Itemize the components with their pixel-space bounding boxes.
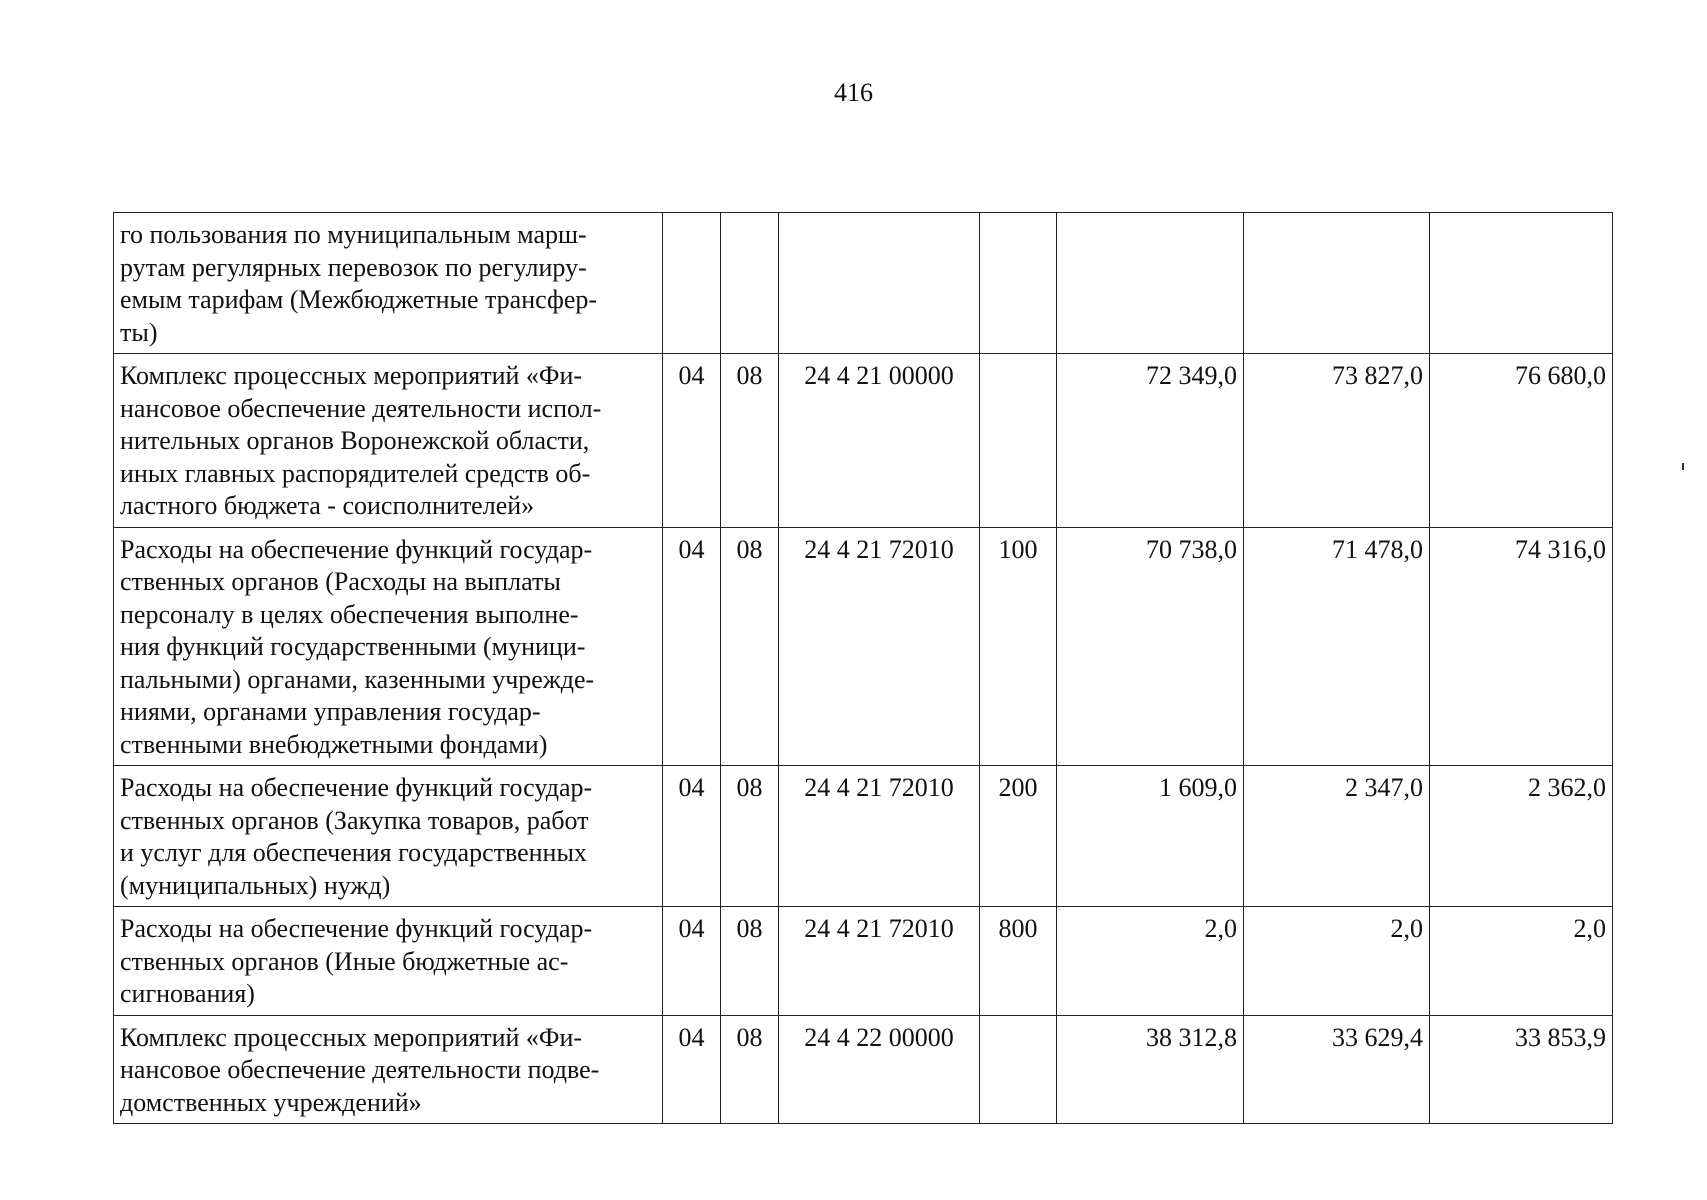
section-code-cell: 04 (663, 1015, 721, 1124)
amount-year2-cell: 73 827,0 (1244, 354, 1430, 528)
amount-year1-cell: 1 609,0 (1057, 766, 1244, 907)
section-code-cell: 04 (663, 354, 721, 528)
section-code-cell: 04 (663, 766, 721, 907)
item-name-line: го пользования по муниципальным марш- (120, 220, 587, 249)
expense-type-cell: 100 (980, 527, 1057, 766)
subsection-code-cell: 08 (721, 1015, 779, 1124)
amount-year2-cell (1244, 213, 1430, 354)
subsection-code-cell: 08 (721, 766, 779, 907)
item-name-line: Комплекс процессных мероприятий «Фи- (120, 361, 583, 390)
item-name-cell (114, 766, 663, 907)
item-name-line: ты) (120, 317, 158, 347)
item-name-line: ственных органов (Иные бюджетные ас- (120, 946, 569, 976)
amount-year3-cell: 2 362,0 (1430, 766, 1613, 907)
amount-year3-cell (1430, 213, 1613, 354)
item-name-line: нансовое обеспечение деятельности подве- (120, 1055, 600, 1084)
budget-table-body (114, 213, 1613, 1124)
target-article-cell: 24 4 21 72010 (779, 766, 980, 907)
target-article-cell: 24 4 21 00000 (779, 354, 980, 528)
amount-year3-cell: 76 680,0 (1430, 354, 1613, 528)
page-number: 416 (834, 78, 873, 107)
item-name-line: Расходы на обеспечение функций государ- (120, 773, 593, 802)
item-name-cell (114, 907, 663, 1016)
item-name-line: Расходы на обеспечение функций государ- (120, 534, 593, 564)
amount-year2-cell: 71 478,0 (1244, 527, 1430, 766)
section-code-cell: 04 (663, 907, 721, 1016)
amount-year3-cell: 2,0 (1430, 907, 1613, 1016)
item-name-line: Расходы на обеспечение функций государ- (120, 914, 593, 943)
table-row (114, 766, 1613, 907)
expense-type-cell (980, 354, 1057, 528)
item-name-line: (муниципальных) нужд) (120, 870, 391, 900)
table-row (114, 354, 1613, 528)
amount-year1-cell: 70 738,0 (1057, 527, 1244, 766)
subsection-code-cell: 08 (721, 527, 779, 766)
item-name-line: нансовое обеспечение деятельности испол- (120, 393, 602, 423)
item-name-line: нительных органов Воронежской области, (120, 426, 590, 455)
amount-year1-cell: 38 312,8 (1057, 1015, 1244, 1124)
item-name-line: ластного бюджета - соисполнителей» (120, 491, 535, 520)
amount-year1-cell (1057, 213, 1244, 354)
table-row (114, 907, 1613, 1016)
amount-year2-cell: 2 347,0 (1244, 766, 1430, 907)
amount-year3-cell: 74 316,0 (1430, 527, 1613, 766)
expense-type-cell: 200 (980, 766, 1057, 907)
target-article-cell: 24 4 21 72010 (779, 527, 980, 766)
subsection-code-cell: 08 (721, 907, 779, 1016)
item-name-line: и услуг для обеспечения государственных (120, 838, 587, 867)
amount-year1-cell: 72 349,0 (1057, 354, 1244, 528)
target-article-cell: 24 4 22 00000 (779, 1015, 980, 1124)
target-article-cell (779, 213, 980, 354)
item-name-line: персоналу в целях обеспечения выполне- (120, 599, 579, 629)
item-name-cell (114, 354, 663, 528)
amount-year1-cell: 2,0 (1057, 907, 1244, 1016)
table-row (114, 1015, 1613, 1124)
table-row (114, 527, 1613, 766)
subsection-code-cell: 08 (721, 354, 779, 528)
section-code-cell: 04 (663, 527, 721, 766)
item-name-cell (114, 527, 663, 766)
item-name-line: домственных учреждений» (120, 1087, 422, 1117)
item-name-line: ственными внебюджетными фондами) (120, 729, 548, 759)
item-name-cell (114, 1015, 663, 1124)
budget-table (113, 212, 1613, 1124)
expense-type-cell: 800 (980, 907, 1057, 1016)
item-name-line: емым тарифам (Межбюджетные трансфер- (120, 285, 598, 314)
section-code-cell (663, 213, 721, 354)
table-row (114, 213, 1613, 354)
item-name-line: Комплекс процессных мероприятий «Фи- (120, 1022, 583, 1052)
scan-mark (1682, 463, 1684, 470)
subsection-code-cell (721, 213, 779, 354)
target-article-cell: 24 4 21 72010 (779, 907, 980, 1016)
item-name-line: пальными) органами, казенными учрежде- (120, 664, 595, 694)
amount-year3-cell: 33 853,9 (1430, 1015, 1613, 1124)
amount-year2-cell: 33 629,4 (1244, 1015, 1430, 1124)
item-name-line: рутам регулярных перевозок по регулиру- (120, 252, 587, 282)
item-name-line: ниями, органами управления государ- (120, 697, 541, 726)
item-name-line: сигнования) (120, 979, 255, 1008)
item-name-cell (114, 213, 663, 354)
expense-type-cell (980, 1015, 1057, 1124)
item-name-line: иных главных распорядителей средств об- (120, 458, 591, 488)
expense-type-cell (980, 213, 1057, 354)
amount-year2-cell: 2,0 (1244, 907, 1430, 1016)
item-name-line: ния функций государственными (муници- (120, 632, 586, 661)
item-name-line: ственных органов (Расходы на выплаты (120, 567, 561, 596)
item-name-line: ственных органов (Закупка товаров, работ (120, 805, 589, 835)
